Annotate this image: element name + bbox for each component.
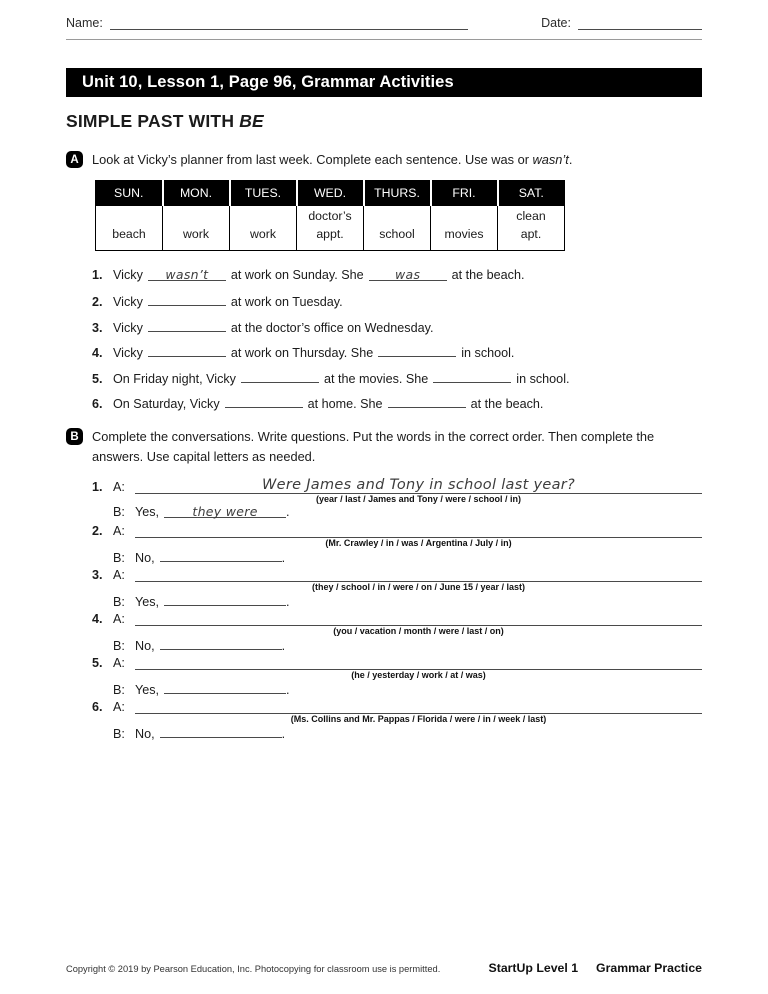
conversation-item bbox=[92, 611, 702, 652]
planner-cell-line: work bbox=[250, 227, 276, 242]
name-input-line[interactable] bbox=[110, 18, 468, 30]
instruction-text: Look at Vicky’s planner from last week. Complete each sentence. Use was or bbox=[92, 152, 533, 167]
speaker-a-label: A: bbox=[113, 479, 125, 494]
sentence-segment: at home. She bbox=[307, 397, 383, 412]
sentence-text bbox=[113, 344, 514, 360]
answer-row bbox=[113, 505, 702, 520]
sentence-segment: Vicky bbox=[113, 295, 143, 310]
answer-prefix: Yes, bbox=[135, 504, 160, 519]
planner-table bbox=[95, 180, 565, 251]
speaker-a-label: A: bbox=[113, 611, 125, 626]
answer-prefix: Yes, bbox=[135, 682, 160, 697]
word-order-hint: (Ms. Collins and Mr. Pappas / Florida / were / in / week / last) bbox=[290, 713, 547, 724]
speaker-a-label: A: bbox=[113, 523, 125, 538]
section-a-sentences bbox=[92, 268, 702, 411]
planner-cell-line: appt. bbox=[316, 227, 344, 242]
planner-day-header: SAT. bbox=[498, 181, 565, 207]
instruction-period: . bbox=[568, 152, 573, 167]
page-title-emphasis: BE bbox=[239, 111, 264, 131]
question-row bbox=[92, 523, 702, 538]
sentence-segment: Vicky bbox=[113, 267, 143, 282]
answer-period: . bbox=[281, 638, 286, 653]
speaker-b-label: B: bbox=[113, 594, 125, 609]
sentence-segment: in school. bbox=[461, 346, 515, 361]
name-field bbox=[66, 16, 468, 30]
planner-cell bbox=[230, 206, 297, 250]
planner-cell bbox=[498, 206, 565, 250]
planner-cell-line: work bbox=[183, 227, 209, 242]
sentence-segment: Vicky bbox=[113, 346, 143, 361]
page-footer bbox=[66, 961, 702, 975]
answer-period: . bbox=[281, 726, 286, 741]
sentence-segment: at the beach. bbox=[451, 267, 525, 282]
answer-blank[interactable] bbox=[164, 681, 286, 694]
speaker-b-label: B: bbox=[113, 726, 125, 741]
item-number: 3. bbox=[92, 567, 103, 582]
footer-brand-line bbox=[489, 961, 702, 975]
item-number: 6. bbox=[92, 397, 103, 412]
item-number: 2. bbox=[92, 295, 103, 310]
sentence-segment: at work on Thursday. She bbox=[230, 346, 374, 361]
answer-blank[interactable] bbox=[241, 370, 319, 383]
question-line[interactable] bbox=[135, 523, 702, 538]
sentence-segment: at the doctor’s office on Wednesday. bbox=[230, 320, 434, 335]
planner-body-row bbox=[96, 206, 565, 250]
sentence-item bbox=[92, 319, 702, 334]
question-row bbox=[92, 567, 702, 582]
item-number: 1. bbox=[92, 479, 103, 494]
answer-blank[interactable] bbox=[148, 319, 226, 332]
planner-header-row bbox=[96, 181, 565, 207]
answer-blank[interactable] bbox=[164, 593, 286, 606]
item-number: 3. bbox=[92, 320, 103, 335]
sentence-text bbox=[113, 268, 524, 282]
date-input-line[interactable] bbox=[578, 18, 702, 30]
conversation-item bbox=[92, 655, 702, 696]
document-type: Grammar Practice bbox=[596, 961, 702, 975]
planner-cell bbox=[96, 206, 163, 250]
word-order-hint: (they / school / in / were / on / June 15 / year / last) bbox=[311, 581, 526, 592]
sentence-item bbox=[92, 370, 702, 385]
answer-blank[interactable] bbox=[433, 370, 511, 383]
question-line[interactable] bbox=[135, 699, 702, 714]
planner-cell-line: movies bbox=[444, 227, 484, 242]
answer-blank[interactable] bbox=[164, 505, 286, 518]
answer-blank[interactable] bbox=[148, 293, 226, 306]
planner-day-header: MON. bbox=[163, 181, 230, 207]
answer-period: . bbox=[286, 504, 290, 519]
speaker-a-label: A: bbox=[113, 699, 125, 714]
question-row bbox=[92, 655, 702, 670]
instruction-italic: wasn’t bbox=[532, 152, 569, 167]
speaker-b-label: B: bbox=[113, 682, 125, 697]
question-line[interactable] bbox=[135, 655, 702, 670]
sentence-item bbox=[92, 395, 702, 410]
answer-blank[interactable] bbox=[148, 268, 226, 281]
section-b-header bbox=[66, 427, 702, 465]
item-number: 1. bbox=[92, 267, 103, 282]
conversation-item bbox=[92, 699, 702, 740]
handwritten-answer: wasn’t bbox=[165, 266, 209, 282]
answer-blank[interactable] bbox=[160, 637, 282, 650]
answer-blank[interactable] bbox=[225, 395, 303, 408]
page-title bbox=[66, 111, 702, 132]
section-b-badge: B bbox=[66, 428, 83, 445]
answer-row bbox=[113, 681, 702, 696]
answer-row bbox=[113, 549, 702, 564]
answer-period: . bbox=[286, 594, 290, 609]
planner-cell-line: apt. bbox=[520, 227, 542, 242]
answer-prefix: No, bbox=[135, 550, 155, 565]
planner-day-header: SUN. bbox=[96, 181, 163, 207]
planner-cell-line: clean bbox=[516, 209, 546, 224]
sentence-segment: at the movies. She bbox=[323, 371, 429, 386]
item-number: 5. bbox=[92, 655, 103, 670]
date-field bbox=[541, 16, 702, 30]
question-row bbox=[92, 611, 702, 626]
sentence-item bbox=[92, 268, 702, 283]
sentence-segment: Vicky bbox=[113, 320, 143, 335]
answer-row bbox=[113, 593, 702, 608]
page-title-text: SIMPLE PAST WITH bbox=[66, 111, 240, 131]
lesson-banner bbox=[66, 68, 702, 97]
planner-cell-line: beach bbox=[112, 227, 146, 242]
copyright-text: Copyright © 2019 by Pearson Education, Inc. Photocopying for classroom use is permitted. bbox=[66, 964, 441, 974]
planner-day-header: WED. bbox=[297, 181, 364, 207]
sentence-segment: at work on Tuesday. bbox=[230, 295, 343, 310]
question-row bbox=[92, 476, 702, 494]
item-number: 4. bbox=[92, 346, 103, 361]
sentence-segment: On Saturday, Vicky bbox=[113, 397, 220, 412]
brand-name: StartUp Level 1 bbox=[488, 961, 579, 975]
sentence-segment: at the beach. bbox=[470, 397, 544, 412]
question-line[interactable] bbox=[135, 567, 702, 582]
sentence-segment: On Friday night, Vicky bbox=[113, 371, 236, 386]
answer-blank[interactable] bbox=[369, 268, 447, 281]
item-number: 6. bbox=[92, 699, 103, 714]
answer-blank[interactable] bbox=[388, 395, 466, 408]
conversation-item bbox=[92, 567, 702, 608]
planner-cell bbox=[364, 206, 431, 250]
question-line[interactable] bbox=[135, 611, 702, 626]
item-number: 2. bbox=[92, 523, 103, 538]
section-b-instruction: Complete the conversations. Write questions. Put the words in the correct order. Then complete the answers. Use capital letters as needed. bbox=[92, 429, 655, 464]
speaker-b-label: B: bbox=[113, 550, 125, 565]
section-a-header bbox=[66, 150, 702, 169]
answer-prefix: Yes, bbox=[135, 594, 160, 609]
lesson-banner-title: Unit 10, Lesson 1, Page 96, Grammar Activities bbox=[82, 73, 454, 91]
sentence-text bbox=[113, 370, 570, 386]
item-number: 5. bbox=[92, 371, 103, 386]
answer-row bbox=[113, 637, 702, 652]
speaker-a-label: A: bbox=[113, 567, 125, 582]
planner-day-header: THURS. bbox=[364, 181, 431, 207]
answer-period: . bbox=[281, 550, 286, 565]
conversation-item bbox=[92, 476, 702, 520]
sentence-segment: in school. bbox=[516, 371, 570, 386]
section-a-badge: A bbox=[66, 151, 83, 168]
answer-prefix: No, bbox=[135, 726, 155, 741]
planner-cell bbox=[431, 206, 498, 250]
conversation-item bbox=[92, 523, 702, 564]
answer-blank[interactable] bbox=[160, 549, 282, 562]
speaker-b-label: B: bbox=[113, 504, 125, 519]
planner-cell-line: school bbox=[379, 227, 415, 242]
question-row bbox=[92, 699, 702, 714]
handwritten-answer: they were bbox=[192, 503, 258, 519]
speaker-b-label: B: bbox=[113, 638, 125, 653]
answer-prefix: No, bbox=[135, 638, 155, 653]
planner-cell bbox=[163, 206, 230, 250]
sentence-item bbox=[92, 293, 702, 308]
sentence-segment: at work on Sunday. She bbox=[230, 267, 364, 282]
planner-day-header: FRI. bbox=[431, 181, 498, 207]
sentence-text bbox=[113, 395, 543, 411]
answer-blank[interactable] bbox=[148, 344, 226, 357]
answer-period: . bbox=[286, 682, 290, 697]
section-a-instruction bbox=[92, 150, 572, 169]
word-order-hint: (he / yesterday / work / at / was) bbox=[351, 669, 486, 680]
planner-cell-line: doctor’s bbox=[308, 209, 352, 224]
word-order-hint: (Mr. Crawley / in / was / Argentina / July / in) bbox=[325, 537, 512, 548]
answer-row bbox=[113, 725, 702, 740]
sentence-text bbox=[113, 293, 343, 309]
sentence-text bbox=[113, 319, 433, 335]
answer-blank[interactable] bbox=[378, 344, 456, 357]
section-b-conversations bbox=[92, 476, 702, 741]
name-date-row bbox=[66, 0, 702, 40]
answer-blank[interactable] bbox=[160, 725, 282, 738]
name-label: Name: bbox=[66, 16, 103, 30]
handwritten-answer: was bbox=[395, 266, 421, 282]
planner-day-header: TUES. bbox=[230, 181, 297, 207]
question-line[interactable] bbox=[135, 476, 702, 494]
speaker-a-label: A: bbox=[113, 655, 125, 670]
date-label: Date: bbox=[541, 16, 571, 30]
word-order-hint: (you / vacation / month / were / last / on) bbox=[333, 625, 504, 636]
word-order-hint: (year / last / James and Tony / were / school / in) bbox=[316, 493, 521, 504]
planner-cell bbox=[297, 206, 364, 250]
item-number: 4. bbox=[92, 611, 103, 626]
handwritten-question: Were James and Tony in school last year? bbox=[261, 476, 576, 493]
sentence-item bbox=[92, 344, 702, 359]
